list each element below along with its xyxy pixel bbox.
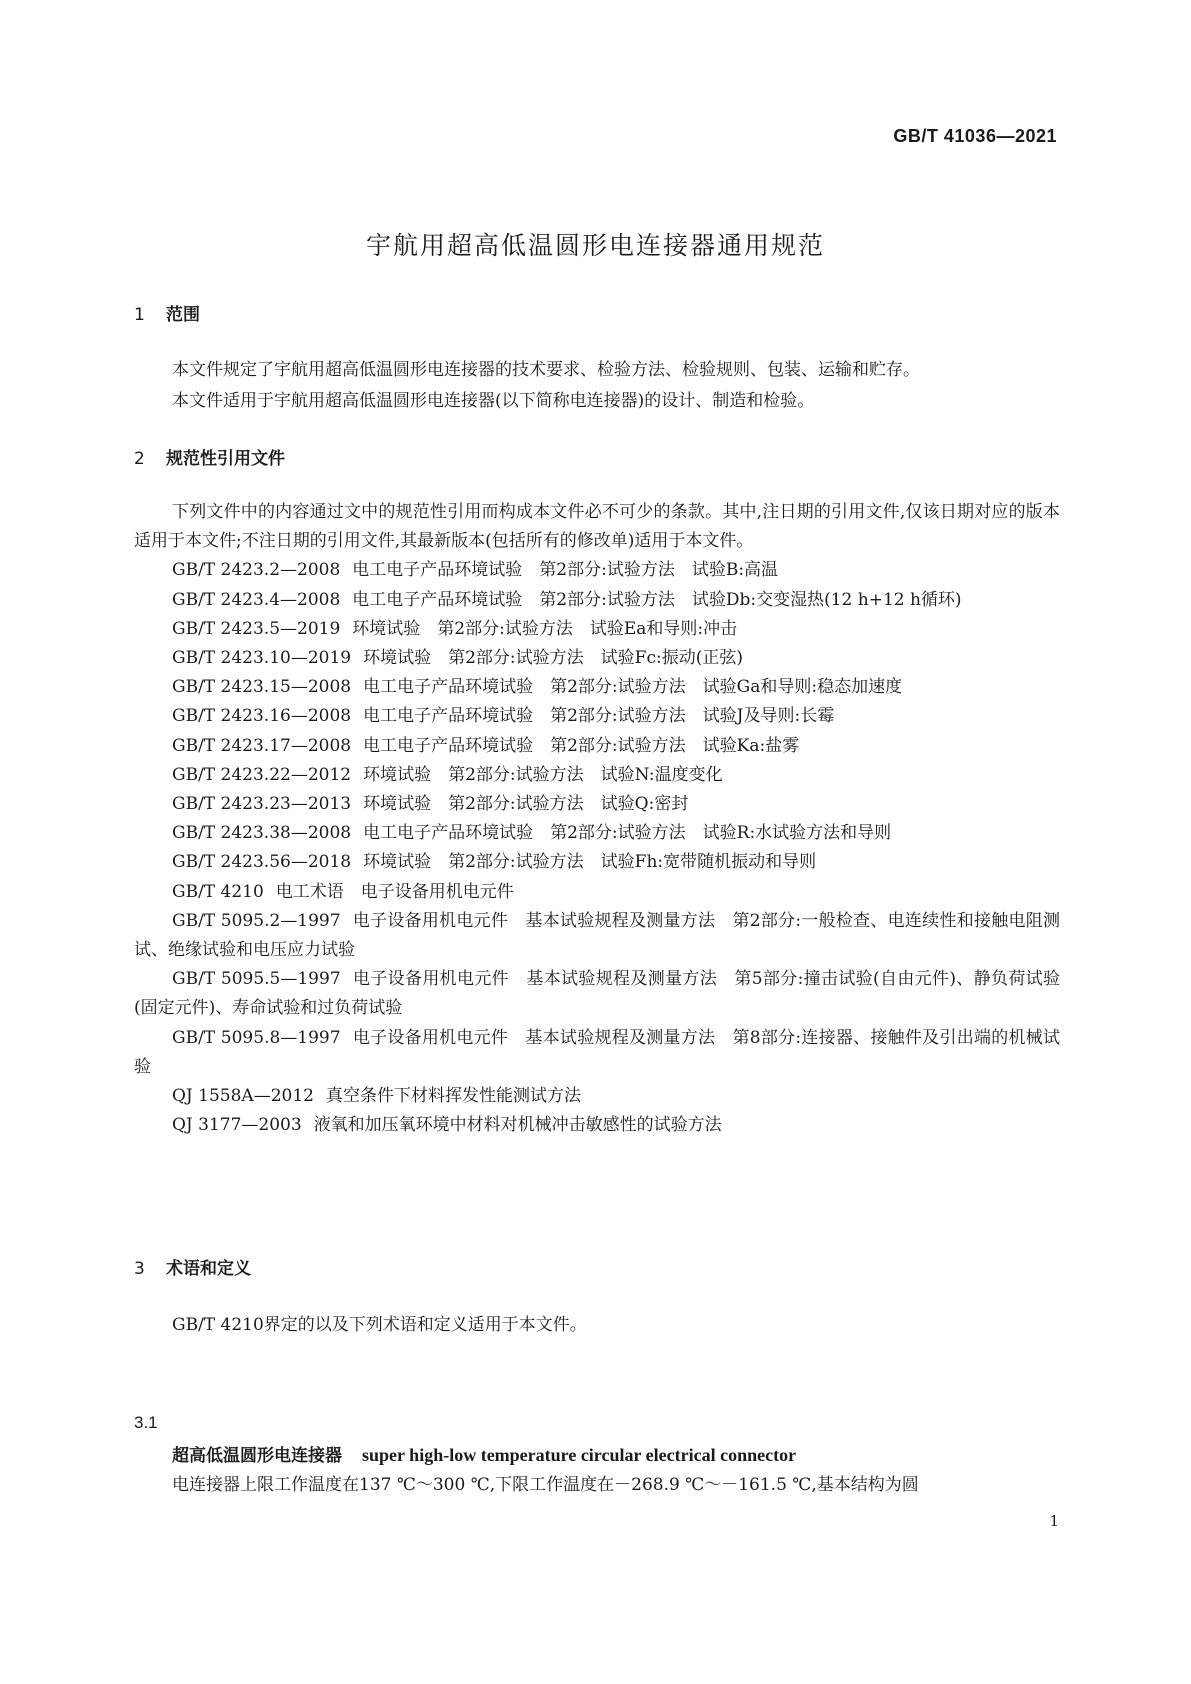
- term-number: 3.1: [134, 1413, 158, 1432]
- paragraph: 本文件适用于宇航用超高低温圆形电连接器(以下简称电连接器)的设计、制造和检验。: [172, 391, 815, 411]
- reference-item: [134, 1082, 1060, 1111]
- section-number: 3: [134, 1259, 145, 1279]
- section-title: 术语和定义: [166, 1259, 251, 1279]
- reference-code: GB/T 2423.23—2013: [172, 794, 352, 815]
- term-title: [172, 1441, 796, 1466]
- standard-code: GB/T 41036—2021: [893, 126, 1057, 146]
- reference-item: [134, 1024, 1060, 1082]
- reference-title: 电子设备用机电元件 基本试验规程及测量方法 第5部分:撞击试验(自由元件)、静负荷试验(固定元件)、寿命试验和过负荷试验: [134, 969, 1060, 1019]
- reference-title: 电子设备用机电元件 基本试验规程及测量方法 第8部分:连接器、接触件及引出端的机械试验: [134, 1027, 1061, 1077]
- page-number: 1: [1049, 1512, 1059, 1530]
- reference-code: GB/T 2423.4—2008: [172, 589, 341, 610]
- term-en: super high-low temperature circular electrical connector: [362, 1445, 797, 1465]
- reference-code: GB/T 2423.16—2008: [172, 706, 352, 727]
- reference-title: 电工电子产品环境试验 第2部分:试验方法 试验Db:交变湿热(12 h+12 h循环): [352, 589, 962, 610]
- reference-code: GB/T 2423.56—2018: [172, 852, 352, 873]
- term-zh: 超高低温圆形电连接器: [172, 1446, 342, 1466]
- reference-title: 真空条件下材料挥发性能测试方法: [325, 1086, 581, 1107]
- section-1-body: [134, 355, 1060, 417]
- reference-code: GB/T 2423.10—2019: [172, 648, 352, 669]
- section-2-body: [134, 498, 1060, 1140]
- paragraph: GB/T 4210界定的以及下列术语和定义适用于本文件。: [172, 1315, 587, 1335]
- section-2-heading: [134, 444, 285, 469]
- reference-title: 环境试验 第2部分:试验方法 试验N:温度变化: [363, 764, 723, 785]
- reference-code: GB/T 5095.5—1997: [172, 969, 341, 990]
- reference-list: [134, 556, 1060, 1140]
- section-3-body: [134, 1310, 1060, 1341]
- reference-item: [134, 556, 1060, 585]
- reference-item: [134, 615, 1060, 644]
- section-title: 规范性引用文件: [166, 449, 285, 469]
- reference-item: [134, 586, 1060, 615]
- reference-code: GB/T 2423.15—2008: [172, 677, 352, 698]
- reference-title: 液氧和加压氧环境中材料对机械冲击敏感性的试验方法: [313, 1115, 722, 1136]
- reference-item: [134, 907, 1060, 965]
- term-definition: 电连接器上限工作温度在137 ℃～300 ℃,下限工作温度在－268.9 ℃～－161.5 ℃,基本结构为圆: [172, 1475, 919, 1495]
- reference-title: 环境试验 第2部分:试验方法 试验Fc:振动(正弦): [363, 648, 743, 669]
- reference-title: 环境试验 第2部分:试验方法 试验Q:密封: [363, 794, 689, 815]
- reference-title: 电工电子产品环境试验 第2部分:试验方法 试验Ga和导则:稳态加速度: [363, 677, 903, 698]
- reference-code: GB/T 4210: [172, 881, 264, 902]
- reference-title: 电工电子产品环境试验 第2部分:试验方法 试验R:水试验方法和导则: [363, 823, 892, 844]
- paragraph: 下列文件中的内容通过文中的规范性引用而构成本文件必不可少的条款。其中,注日期的引用文件,仅该日期对应的版本适用于本文件;不注日期的引用文件,其最新版本(包括所有的修改单)适用于本文件。: [134, 502, 1060, 552]
- reference-item: [134, 732, 1060, 761]
- reference-code: GB/T 5095.2—1997: [172, 910, 341, 931]
- reference-title: 电工电子产品环境试验 第2部分:试验方法 试验J及导则:长霉: [363, 706, 835, 727]
- reference-code: GB/T 2423.22—2012: [172, 764, 352, 785]
- reference-item: [134, 761, 1060, 790]
- reference-title: 电工电子产品环境试验 第2部分:试验方法 试验B:高温: [352, 560, 779, 581]
- reference-code: QJ 1558A—2012: [172, 1086, 314, 1107]
- reference-item: [134, 702, 1060, 731]
- reference-item: [134, 1111, 1060, 1140]
- paragraph: 本文件规定了宇航用超高低温圆形电连接器的技术要求、检验方法、检验规则、包装、运输和贮存。: [172, 360, 920, 380]
- reference-title: 环境试验 第2部分:试验方法 试验Ea和导则:冲击: [352, 618, 738, 639]
- reference-code: GB/T 2423.5—2019: [172, 618, 341, 639]
- reference-item: [134, 673, 1060, 702]
- section-number: 1: [134, 305, 145, 325]
- reference-title: 电工电子产品环境试验 第2部分:试验方法 试验Ka:盐雾: [363, 735, 800, 756]
- reference-item: [134, 790, 1060, 819]
- reference-title: 电工术语 电子设备用机电元件: [275, 881, 514, 902]
- reference-title: 环境试验 第2部分:试验方法 试验Fh:宽带随机振动和导则: [363, 852, 817, 873]
- section-title: 范围: [166, 305, 200, 325]
- section-3-heading: [134, 1254, 251, 1279]
- reference-code: GB/T 2423.38—2008: [172, 823, 352, 844]
- reference-item: [134, 848, 1060, 877]
- reference-code: GB/T 2423.2—2008: [172, 560, 341, 581]
- section-1-heading: [134, 300, 200, 325]
- reference-item: [134, 965, 1060, 1023]
- reference-title: 电子设备用机电元件 基本试验规程及测量方法 第2部分:一般检查、电连续性和接触电阻测试、绝缘试验和电压应力试验: [134, 910, 1061, 961]
- section-number: 2: [134, 449, 145, 469]
- document-title: 宇航用超高低温圆形电连接器通用规范: [365, 231, 825, 260]
- reference-item: [134, 644, 1060, 673]
- reference-item: [134, 878, 1060, 907]
- reference-code: QJ 3177—2003: [172, 1115, 302, 1136]
- reference-code: GB/T 2423.17—2008: [172, 735, 352, 756]
- reference-code: GB/T 5095.8—1997: [172, 1027, 341, 1048]
- reference-item: [134, 819, 1060, 848]
